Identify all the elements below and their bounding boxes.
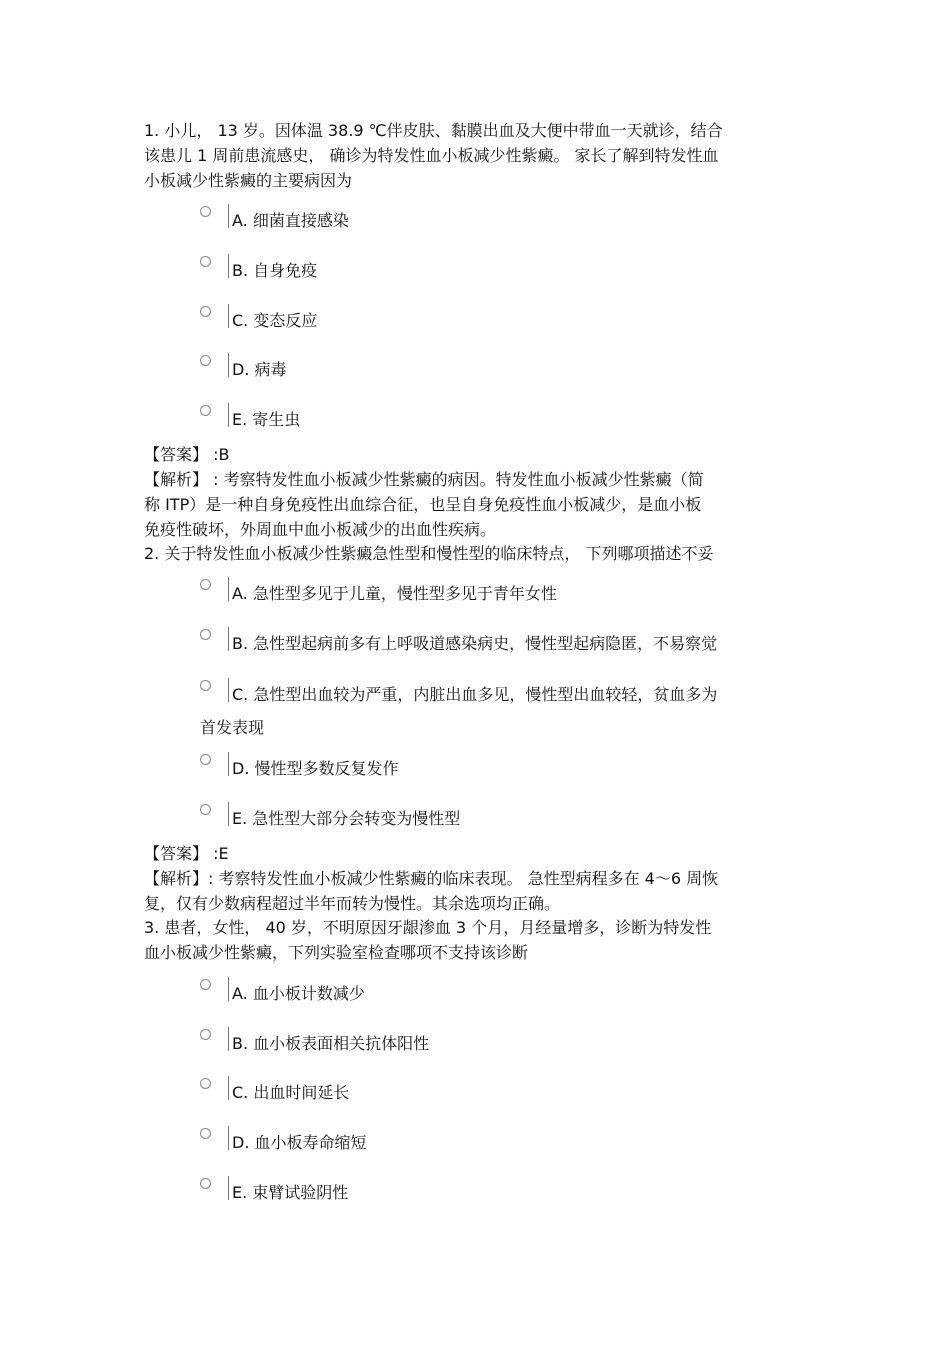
question-3-stem [144,915,809,965]
question-2-option-a[interactable] [200,579,820,607]
analysis-line: 【解析】: 考察特发性血小板减少性紫癜的临床表现。 急性型病程多在 4～6 周恢 [144,869,719,888]
question-2-option-b[interactable] [200,629,820,657]
option-divider [228,204,229,228]
question-3-option-e[interactable] [200,1178,820,1206]
question-1-option-a[interactable] [200,206,820,234]
option-divider [228,678,229,702]
option-label: D. 病毒 [232,360,287,379]
option-divider [228,802,229,826]
radio-button[interactable] [200,1128,211,1139]
option-divider [228,627,229,651]
question-3-option-d[interactable] [200,1128,820,1156]
question-1-analysis [144,467,704,542]
option-c-continuation: 首发表现 [200,718,265,737]
option-label: B. 急性型起病前多有上呼吸道感染病史，慢性型起病隐匿，不易察觉 [232,634,718,653]
question-2-stem-line: 2. 关于特发性血小板减少性紫癜急性型和慢性型的临床特点， 下列哪项描述不妥 [144,544,714,563]
radio-button[interactable] [200,306,211,317]
option-label: D. 慢性型多数反复发作 [232,759,399,778]
question-1-stem-line: 小板减少性紫癜的主要病因为 [144,171,353,190]
radio-button[interactable] [200,579,211,590]
question-1-option-e[interactable] [200,405,820,433]
question-3-option-b[interactable] [200,1029,820,1057]
analysis-line: 【解析】 : 考察特发性血小板减少性紫癜的病因。特发性血小板减少性紫癜（简 [144,470,704,489]
radio-button[interactable] [200,1029,211,1040]
question-1-option-c[interactable] [200,306,820,334]
question-2-option-d[interactable] [200,754,820,782]
option-label: E. 寄生虫 [232,410,301,429]
option-label: C. 急性型出血较为严重，内脏出血多见，慢性型出血较轻，贫血多为 [232,685,718,704]
question-3-stem-line: 3. 患者，女性， 40 岁，不明原因牙龈渗血 3 个月，月经量增多，诊断为特发性 [144,918,712,937]
option-divider [228,977,229,1001]
option-divider [228,577,229,601]
option-label: E. 束臂试验阴性 [232,1183,349,1202]
option-label: D. 血小板寿命缩短 [232,1133,367,1152]
analysis-line: 复，仅有少数病程超过半年而转为慢性。其余选项均正确。 [144,894,561,913]
radio-button[interactable] [200,256,211,267]
option-divider [228,1176,229,1200]
question-1-stem-line: 该患儿 1 周前患流感史， 确诊为特发性血小板减少性紫癜。 家长了解到特发性血 [144,146,719,165]
radio-button[interactable] [200,629,211,640]
option-label: E. 急性型大部分会转变为慢性型 [232,809,461,828]
radio-button[interactable] [200,1078,211,1089]
question-3-option-c[interactable] [200,1078,820,1106]
question-1-stem-line: 1. 小儿， 13 岁。因体温 38.9 ℃伴皮肤、黏膜出血及大便中带血一天就诊，结合 [144,121,723,140]
radio-button[interactable] [200,1178,211,1189]
option-divider [228,1076,229,1100]
question-1-option-b[interactable] [200,256,820,284]
radio-button[interactable] [200,754,211,765]
analysis-line: 称 ITP）是一种自身免疫性出血综合征，也呈自身免疫性血小板减少，是血小板 [144,495,702,514]
option-divider [228,1126,229,1150]
question-3-option-a[interactable] [200,979,820,1007]
option-divider [228,304,229,328]
question-1-option-d[interactable] [200,355,820,383]
option-divider [228,752,229,776]
option-label: B. 自身免疫 [232,261,318,280]
question-2-answer: 【答案】 :E [144,844,229,863]
option-label: A. 急性型多见于儿童，慢性型多见于青年女性 [232,584,557,603]
radio-button[interactable] [200,680,211,691]
option-divider [228,1027,229,1051]
question-3-stem-line: 血小板减少性紫癜，下列实验室检查哪项不支持该诊断 [144,943,529,962]
radio-button[interactable] [200,405,211,416]
question-2-analysis [144,866,718,916]
question-1-stem [144,118,809,193]
option-divider [228,254,229,278]
question-2-stem [144,541,809,566]
option-divider [228,403,229,427]
option-label: A. 细菌直接感染 [232,211,349,230]
option-divider [228,353,229,377]
option-label: C. 出血时间延长 [232,1083,350,1102]
radio-button[interactable] [200,355,211,366]
option-label: C. 变态反应 [232,311,318,330]
question-2-option-e[interactable] [200,804,820,832]
option-label: B. 血小板表面相关抗体阳性 [232,1034,430,1053]
radio-button[interactable] [200,804,211,815]
option-label: A. 血小板计数减少 [232,984,365,1003]
radio-button[interactable] [200,206,211,217]
radio-button[interactable] [200,979,211,990]
question-1-answer: 【答案】 :B [144,445,230,464]
question-2-option-c[interactable] [200,680,820,708]
analysis-line: 免疫性破坏，外周血中血小板减少的出血性疾病。 [144,520,497,539]
